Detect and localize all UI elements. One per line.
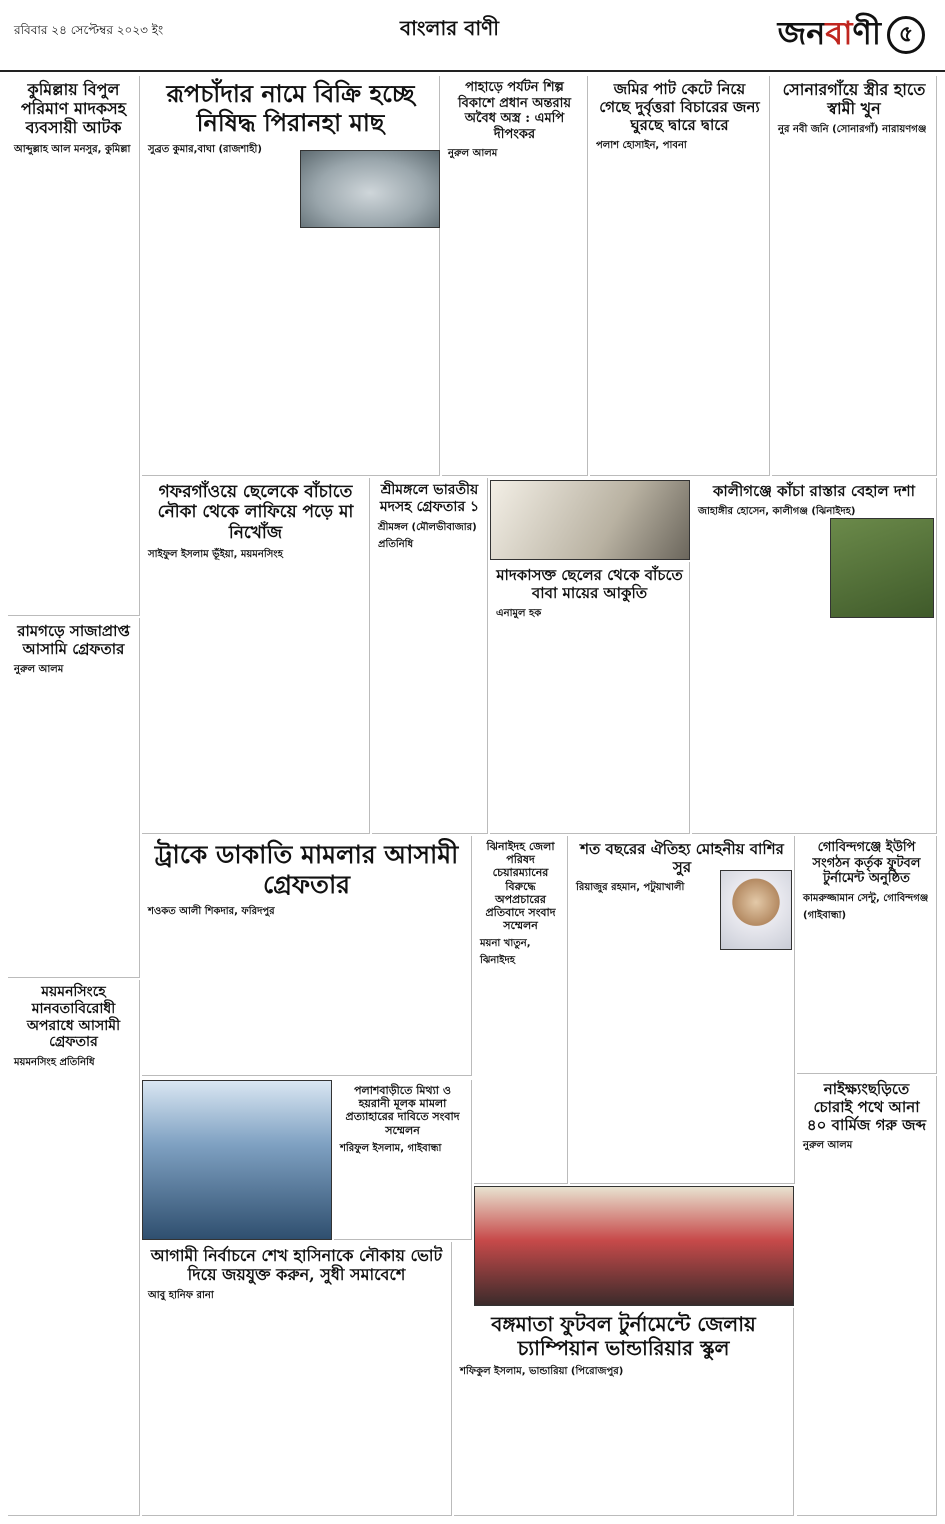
logo-text: জনবাণী [777,14,881,52]
page-number: ৫ [887,16,925,54]
headline: কালীগঞ্জে কাঁচা রাস্তার বেহাল দশা [712,482,916,500]
article-ramgarh-arrest [8,618,140,978]
byline: সুব্রত কুমার,বাঘা (রাজশাহী) [148,143,262,155]
byline: নুরুল আলম [448,148,498,160]
headline: গফরগাঁওয়ে ছেলেকে বাঁচাতে নৌকা থেকে লাফিয়ে পড়ে মা নিখোঁজ [157,482,354,543]
article-husband-killed [772,76,937,476]
headline: শ্রীমঙ্গলে ভারতীয় মদসহ গ্রেফতার ১ [379,482,480,515]
masthead [0,0,945,72]
article-election-rally [142,1242,452,1516]
article-piranha-fish [142,76,440,476]
road-photo [830,518,934,618]
article-palashbari-press [334,1080,472,1240]
byline: আব্দুল্লাহ আল মনসুর, কুমিল্লা [14,143,131,155]
article-truck-robbery [142,836,472,1076]
paper-name: বাংলার বাণী [400,16,499,40]
headline: পলাশবাড়ীতে মিথ্যা ও হয়রানী মূলক মামলা প্রত্যাহারের দাবিতে সংবাদ সম্মেলন [345,1084,460,1137]
football-team-photo [474,1186,794,1306]
byline: ময়মনসিংহ প্রতিনিধি [14,1057,95,1069]
headline: শত বছরের ঐতিহ্য মোহনীয় বাশির সুর [580,840,784,876]
byline: শফিকুল ইসলাম, ভান্ডারিয়া (পিরোজপুর) [460,1366,624,1377]
byline: পলাশ হোসাইন, পাবনা [596,140,687,151]
article-war-crimes-arrest [8,980,140,1516]
issue-date: রবিবার ২৪ সেপ্টেম্বর ২০২৩ ইং [14,23,164,37]
byline: কামরুজ্জামান সেন্টু, গোবিন্দগঞ্জ (গাইবান্ধা) [803,892,929,921]
byline: আবু হানিফ রানা [148,1290,214,1302]
article-hill-tourism [442,76,588,476]
headline: জমির পাট কেটে নিয়ে গেছে দুর্বৃত্তরা বিচারের জন্য ঘুরছে দ্বারে দ্বারে [599,80,760,134]
fish-photo [300,150,440,228]
byline: শওকত আলী শিকদার, ফরিদপুর [148,906,275,917]
byline: নুরুল আলম [14,664,64,675]
headline: রূপচাঁদার নামে বিক্রি হচ্ছে নিষিদ্ধ পিরানহা মাছ [166,79,415,137]
flute-player-photo [720,870,792,950]
article-cattle-seized [797,1076,937,1516]
article-mother-missing [142,478,370,834]
rally-photo [142,1080,332,1240]
article-addicted-son [490,562,690,834]
headline: ঝিনাইদহ জেলা পরিষদ চেয়ারম্যানের বিরুদ্ধে অপপ্রচারের প্রতিবাদে সংবাদ সম্মেলন [485,840,556,933]
headline: গোবিন্দগঞ্জে ইউপি সংগঠন কর্তৃক ফুটবল টুর্নামেন্ট অনুষ্ঠিত [812,840,921,887]
article-up-football [797,836,937,1074]
headline: নাইক্ষ্যংছড়িতে চোরাই পথে আনা ৪০ বার্মিজ গরু জব্দ [806,1080,927,1134]
article-drug-trader-arrest [8,76,140,616]
byline: নুরুল আলম [803,1140,853,1151]
headline: মাদকাসক্ত ছেলের থেকে বাঁচতে বাবা মায়ের আকুতি [496,566,683,602]
article-jute-cut [590,76,770,476]
newspaper-logo [778,8,925,62]
parents-photo [490,480,690,560]
byline: রিয়াজুর রহমান, পটুয়াখালী [576,882,685,893]
headline: ময়মনসিংহে মানবতাবিরোধী অপরাধে আসামী গ্রেফতার [26,984,121,1051]
byline: সাইফুল ইসলাম ভূঁইয়া, ময়মনসিংহ [148,549,283,561]
byline: শ্রীমঙ্গল (মৌলভীবাজার) প্রতিনিধি [378,521,477,550]
headline: সোনারগাঁয়ে স্ত্রীর হাতে স্বামী খুন [782,80,926,119]
article-zila-parishad [474,836,568,1184]
byline: ময়না খাতুন, ঝিনাইদহ [480,938,531,967]
headline: আগামী নির্বাচনে শেখ হাসিনাকে নৌকায় ভোট দিয়ে জয়যুক্ত করুন, সুধী সমাবেশে [150,1246,443,1285]
article-indian-liquor [372,478,488,834]
byline: নুর নবী জনি (সোনারগাঁ) নারায়ণগঞ্জ [778,124,927,136]
headline: বঙ্গমাতা ফুটবল টুর্নামেন্টে জেলায় চ্যাম্পিয়ান ভান্ডারিয়ার স্কুল [491,1312,756,1360]
byline: জাহাঙ্গীর হোসেন, কালীগঞ্জ (ঝিনাইদহ) [698,506,856,517]
headline: রামগড়ে সাজাপ্রাপ্ত আসামি গ্রেফতার [17,622,130,658]
headline: ট্রাকে ডাকাতি মামলার আসামী গ্রেফতার [154,840,459,899]
byline: শরিফুল ইসলাম, গাইবান্ধা [340,1142,442,1154]
article-bangamata-football [454,1308,794,1516]
byline: এনামুল হক [496,608,542,619]
headline: কুমিল্লায় বিপুল পরিমাণ মাদকসহ ব্যবসায়ী আটক [20,80,127,138]
headline: পাহাড়ে পর্যটন শিল্প বিকাশে প্রধান অন্তরায় অবৈধ অস্ত্র : এমপি দীপংকর [457,80,572,142]
